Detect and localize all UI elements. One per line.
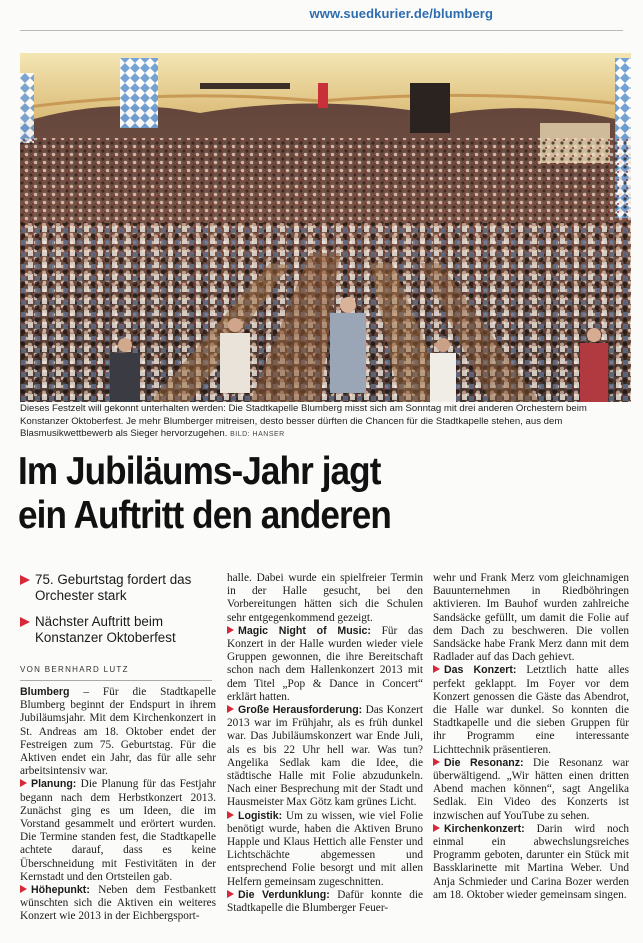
triangle-bullet-icon [227, 705, 234, 713]
photo-credit: BILD: HANSER [230, 431, 285, 438]
festival-tent-photo [20, 53, 631, 402]
triangle-bullet-icon [20, 575, 30, 585]
kicker-text: 75. Geburtstag fordert das Orchester stark [35, 572, 192, 603]
website-url[interactable]: www.suedkurier.de/blumberg [309, 6, 493, 21]
triangle-bullet-icon [20, 885, 27, 893]
continued-text: wehr und Frank Merz vom gleichnamigen Bauunternehmen in Riedböhringen aktivieren. Im Bauhof wurden zahlreiche Sandsäcke gefüllt, um damit die Folie auf dem Dach zu beschweren. Die vollen Sandsäcke habe Frank Merz dann mit dem Radlader auf das Dach gehievt. [433, 572, 629, 664]
section-heading: Höhepunkt: [31, 884, 90, 897]
headline-line-2: ein Auftritt den anderen [18, 494, 391, 537]
kicker-item [20, 572, 220, 604]
section-heading: Planung: [31, 778, 77, 791]
triangle-bullet-icon [227, 890, 234, 898]
kicker-item [20, 614, 220, 646]
triangle-bullet-icon [433, 824, 440, 832]
headline [18, 450, 567, 538]
caption-text: Dieses Festzelt will gekonnt unterhalten werden: Die Stadtkapelle Blumberg misst sich am Sonntag mit drei anderen Orchestern beim Konstanzer Oktoberfest. Je mehr Blumberger mitreisen, desto besser dürften die Chancen für die Stadtkapelle stehen, aus dem Blasmusikwettbewerb als Sieger hervorzugehen. [20, 403, 587, 439]
photo-caption [20, 403, 626, 442]
section-text: Darin wird noch einmal ein abwechslungsreiches Programm geboten, darunter ein Stück mit Bassklarinette mit Martina Weber. Und Anja Schmieder und Carina Bozer werden am 18. Oktober wieder gemeinsam singen. [433, 822, 629, 901]
section-heading: Die Resonanz: [444, 756, 524, 769]
continued-text: halle. Dabei wurde ein spielfreier Termin in der Halle gesucht, bei den Vorbereitungen hätten sich die Schulen sehr entgegenkommend gezeigt. [227, 572, 423, 624]
byline: VON BERNHARD LUTZ [20, 665, 129, 674]
section-heading: Logistik: [238, 809, 283, 822]
section-heading: Kirchenkonzert: [444, 822, 525, 835]
section-heading: Das Konzert: [444, 664, 517, 677]
section-text: Die Resonanz war überwältigend. „Wir hätten einen dritten Abend machen können“, sagt Angelika Sedlak. Ein Video des Konzerts ist inzwischen auf YouTube zu sehen. [433, 756, 630, 822]
triangle-bullet-icon [227, 811, 234, 819]
section-text: Dafür konnte die Stadtkapelle die Blumberger Feuer- [227, 888, 423, 915]
intro-text: – Für die Stadtkapelle Blumberg beginnt der Endspurt in ihrem Jubiläumsjahr. Mit dem Kirchenkonzert in St. Andreas am 18. Oktober endet der Festreigen zum 75. Geburtstag. Für die Aktiven endet ein Jahr, das für alle sehr arbeitsintensiv war. [20, 686, 216, 778]
section-heading: Die Verdunklung: [238, 888, 330, 901]
section-text: Das Konzert 2013 war im Frühjahr, als es früh dunkel war. Das Jubiläumskonzert war Ende Juli, als es bis 22 Uhr hell war. Was tun? Angelika Sedlak kam die Idee, die städtische Halle mit Folie abzudunkeln. Nach einer Besprechung mit der Stadt und Hausmeister Max Götz kam grünes Licht. [227, 704, 423, 809]
article-column-1 [20, 686, 216, 924]
triangle-bullet-icon [433, 665, 440, 673]
section-text: Neben dem Festbankett wünschten sich die Aktiven ein weiteres Konzert wie 2013 in der Eichbergsport- [20, 884, 216, 923]
section-heading: Große Herausforderung: [238, 704, 363, 717]
triangle-bullet-icon [227, 626, 234, 634]
triangle-bullet-icon [20, 617, 30, 627]
section-heading: Magic Night of Music: [238, 624, 371, 637]
section-text: Letztlich hatte alles perfekt geklappt. Im Foyer vor dem Konzert genossen die Gäste das Abendrot, die Halle war dunkel. So konnten die Stadtkapelle und die sieben Gruppen für ihr Programm eine interessante Lichttechnik präsentieren. [433, 664, 629, 756]
article-column-2 [227, 572, 423, 915]
section-text: Für das Konzert in der Halle wurden wieder viele Gruppen gewonnen, die ihre Bereitschaft schon nach dem Hallenkonzert 2013 mit dem Titel „Pop & Dance in Concert“ erklärt hatten. [227, 624, 424, 703]
section-text: Die Planung für das Festjahr begann nach dem Herbstkonzert 2013. Zunächst ging es um Ideen, die im Vorstand gesammelt und erörtert wurden. Die Termine standen fest, die Stadtkapelle achtete darauf, dass es keine Überschneidung mit Festivitäten in der Kernstadt und den Ortsteilen gab. [20, 778, 216, 883]
article-column-3 [433, 572, 629, 902]
kicker-text: Nächster Auftritt beim Konstanzer Oktoberfest [35, 614, 176, 645]
triangle-bullet-icon [433, 758, 440, 766]
section-text: Um zu wissen, wie viel Folie benötigt wurde, haben die Aktiven Bruno Happle und Klaus Hettich alle Fenster und Lichtschächte abgemessen und entsprechend Folie besorgt und mit allen Helfern gemeinsam zugeschnitten. [227, 809, 423, 888]
triangle-bullet-icon [20, 779, 27, 787]
dateline: Blumberg [20, 686, 70, 698]
headline-line-1: Im Jubiläums-Jahr jagt [18, 450, 381, 493]
byline-divider [20, 680, 212, 681]
